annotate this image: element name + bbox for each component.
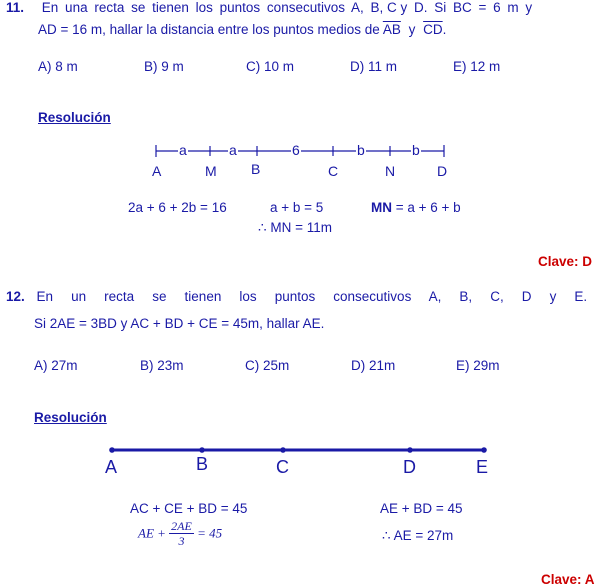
option-e: E) 12 m (453, 59, 501, 74)
point-label-c: C (328, 163, 339, 179)
point12-e: E (476, 457, 489, 477)
problem-11-line1-end: y D. Si BC = 6 m y (400, 0, 533, 15)
segment-ab: $\overline{AB}$ (382, 22, 401, 37)
point-label-m: M (205, 163, 217, 179)
eq11-3 (371, 200, 461, 215)
option-12-a: A) 27m (34, 358, 78, 373)
point-label-b: B (251, 161, 261, 177)
option-12-e: E) 29m (456, 358, 500, 373)
eq11-2: a + b = 5 (270, 200, 324, 215)
seg-label-a1: a (179, 142, 187, 158)
seg-label-b2: b (412, 142, 420, 158)
option-c: C) 10 m (246, 59, 295, 74)
eq11-3-mn: MN (371, 200, 392, 215)
period: . (442, 22, 447, 37)
point12-a: A (105, 457, 118, 477)
option-12-b: B) 23m (140, 358, 184, 373)
option-12-c: C) 25m (245, 358, 290, 373)
resolution-title-11: Resolución (38, 110, 111, 125)
resolution-title-12: Resolución (34, 410, 107, 425)
option-d: D) 11 m (350, 59, 398, 74)
problem-11-line1: En una recta se tienen los puntos consecutivos A, B, (41, 0, 384, 15)
eq11-1: 2a + 6 + 2b = 16 (128, 200, 227, 215)
problem-11-line2 (38, 22, 446, 37)
therefore-12: ∴ AE = 27m (382, 528, 454, 543)
fraction (169, 519, 194, 548)
point12-d: D (403, 457, 416, 477)
seg-label-6: 6 (292, 142, 300, 158)
problem-11-number: 11. (6, 0, 25, 15)
problem-12-line1: En un recta se tienen los puntos consecutivos A, B, C, D y E. (36, 289, 588, 304)
option-12-d: D) 21m (351, 358, 396, 373)
eq12-2: AE + BD = 45 (380, 501, 463, 516)
eq11-3-rest: = a + 6 + b (395, 200, 461, 215)
seg-label-b1: b (357, 142, 365, 158)
problem-11-c-overline: $\overline{C}$ (387, 0, 397, 15)
fraction-equation (138, 519, 222, 548)
problem-11-statement (6, 0, 596, 15)
point-label-d: D (437, 163, 448, 179)
eq12-1: AC + CE + BD = 45 (130, 501, 248, 516)
option-b: B) 9 m (144, 59, 184, 74)
frac-lhs: AE + (138, 525, 166, 541)
point-label-n: N (385, 163, 396, 179)
option-a: A) 8 m (38, 59, 78, 74)
point12-b: B (196, 454, 209, 474)
clave-11: Clave: D (538, 254, 593, 269)
frac-rhs: = 45 (197, 525, 223, 541)
problem-12-number: 12. (6, 289, 25, 304)
problem-12-line2: Si 2AE = 3BD y AC + BD + CE = 45m, hallar AE. (34, 316, 325, 331)
word-y: y (408, 22, 416, 37)
clave-12: Clave: A (541, 572, 595, 587)
point12-c: C (276, 457, 289, 477)
problem-12-statement (6, 289, 600, 304)
therefore-11: ∴ MN = 11m (258, 220, 332, 235)
frac-numerator: 2AE (171, 519, 192, 533)
segment-cd: $\overline{CD}$ (423, 22, 443, 37)
point-label-a: A (152, 163, 162, 179)
problem-11-line2-text: AD = 16 m, hallar la distancia entre los puntos medios de (38, 22, 380, 37)
seg-label-a2: a (229, 142, 237, 158)
frac-denominator: 3 (178, 534, 185, 548)
